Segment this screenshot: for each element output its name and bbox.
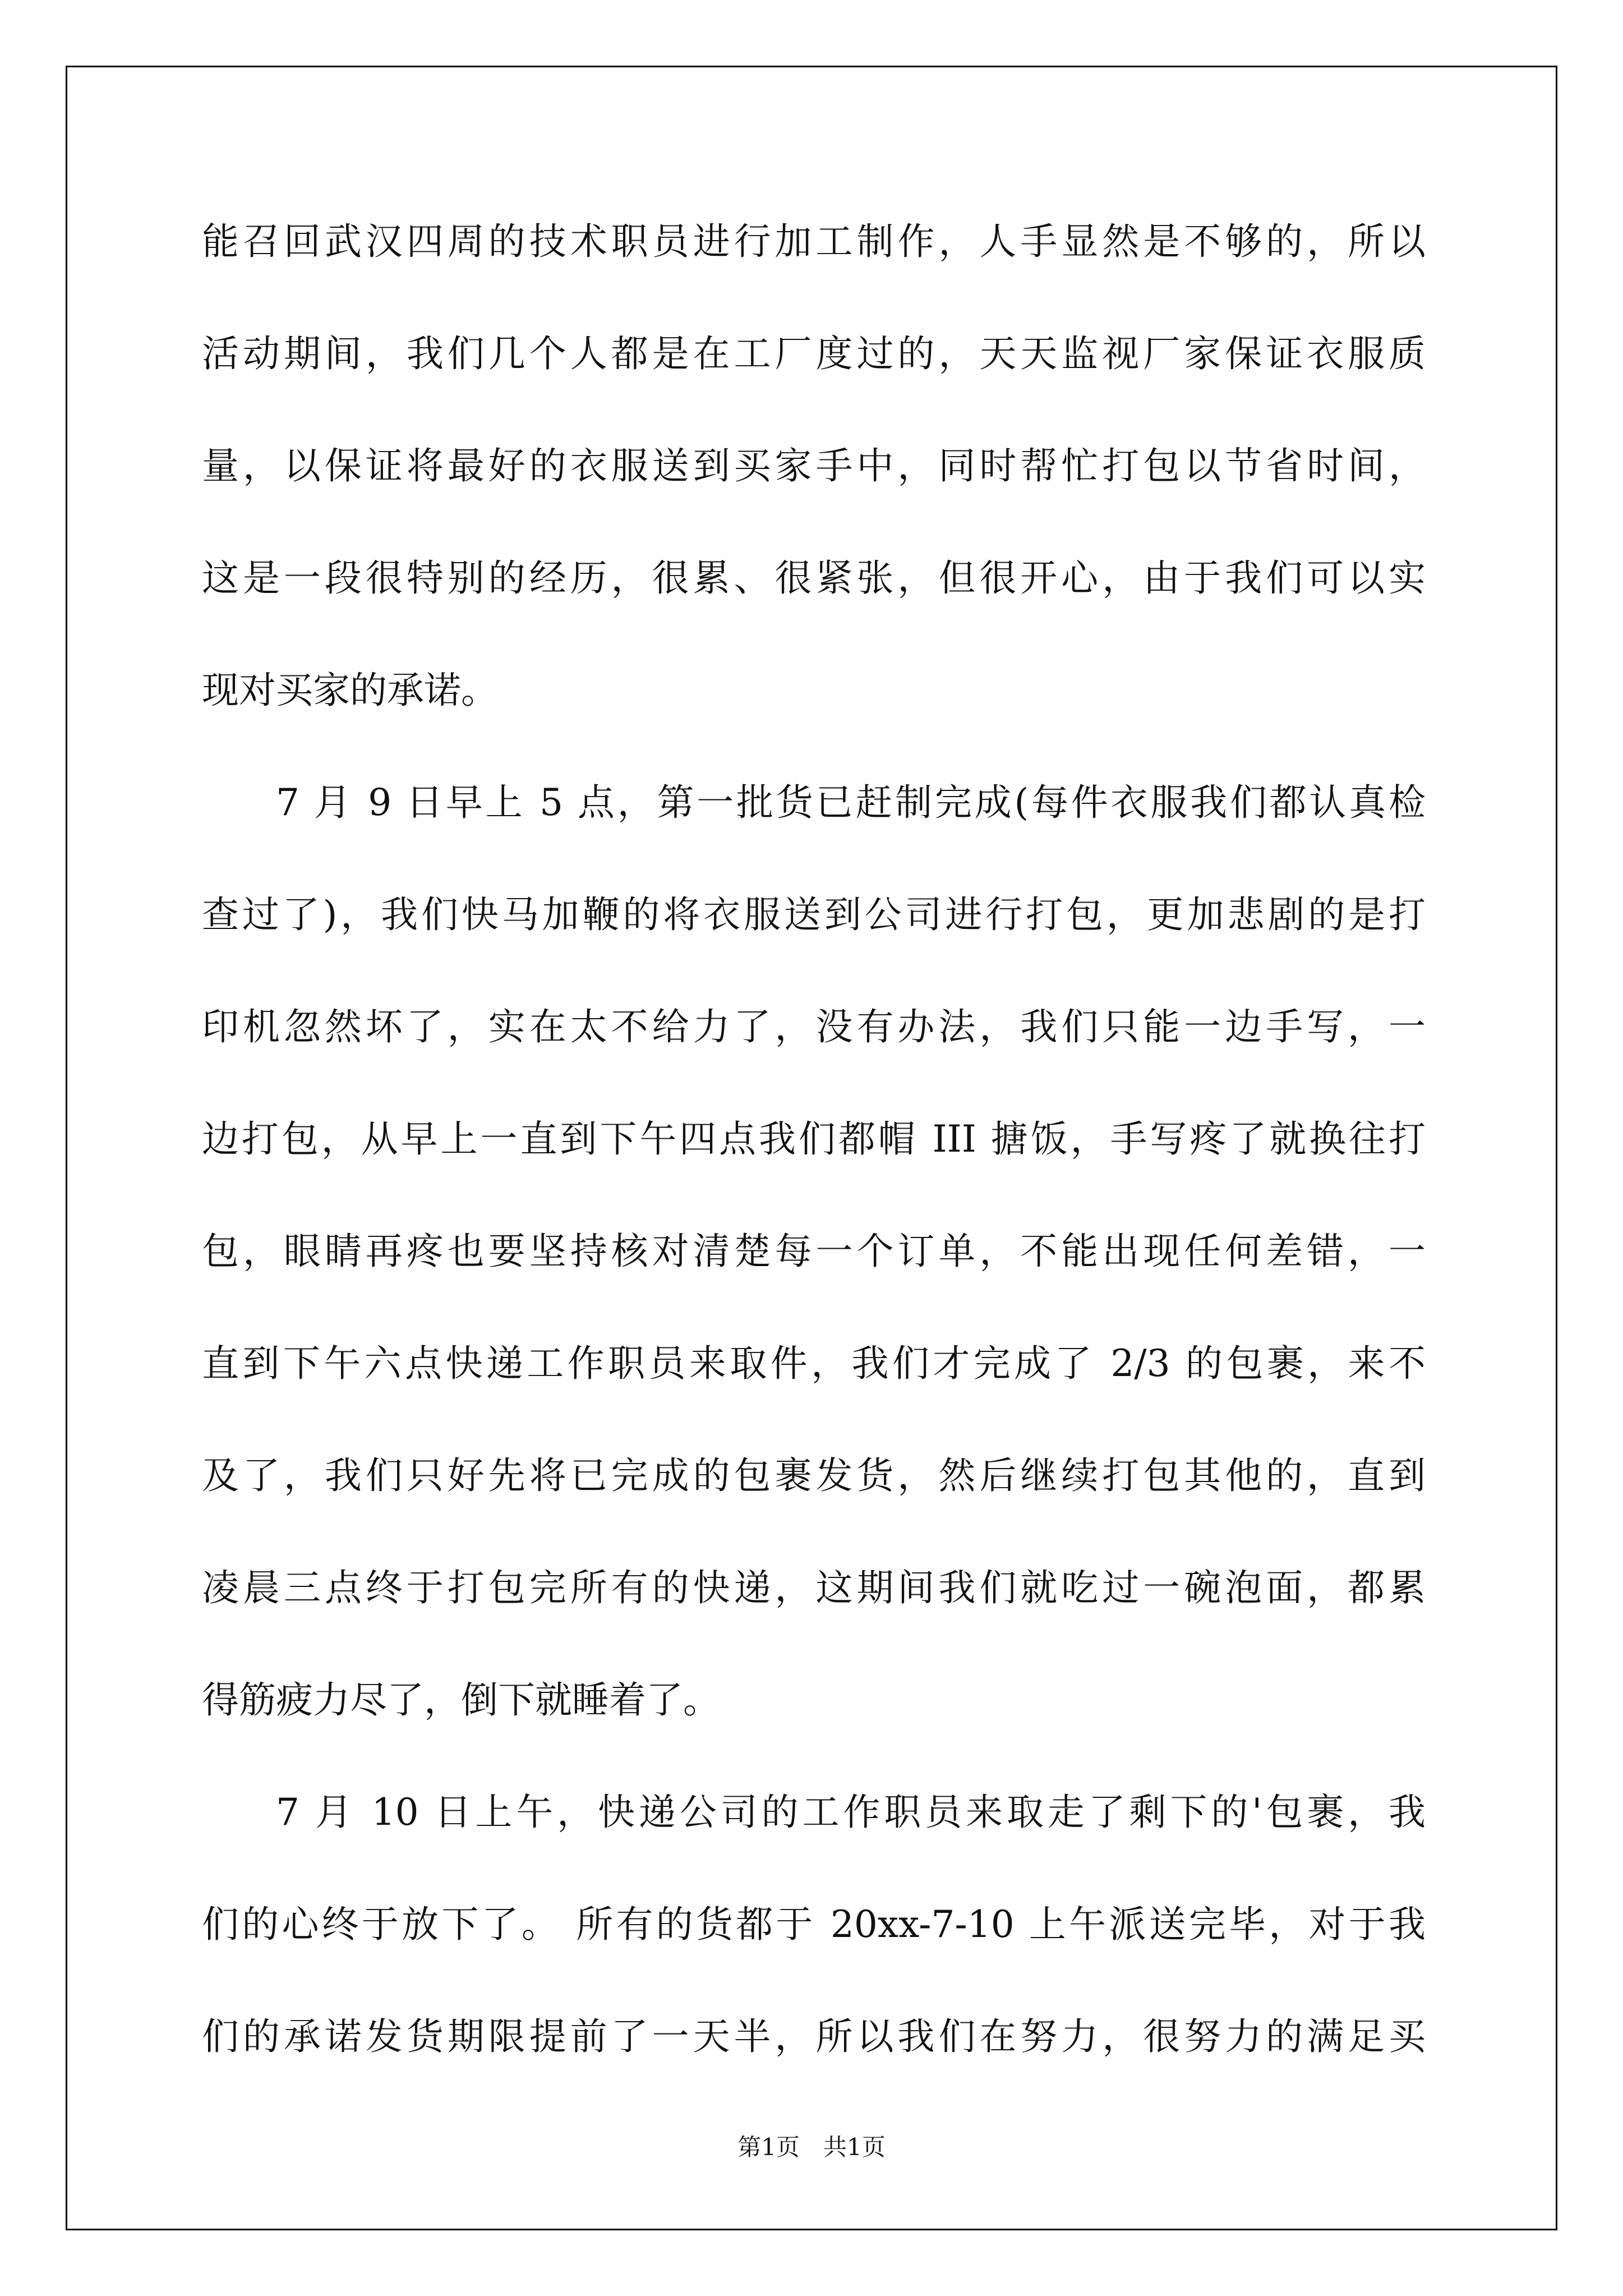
text-line: 7 月 9 日早上 5 点，第一批货已赶制完成(每件衣服我们都认真检: [276, 781, 1426, 824]
text-line: 凌晨三点终于打包完所有的快递，这期间我们就吃过一碗泡面，都累: [202, 1566, 1426, 1609]
text-line: 边打包，从早上一直到下午四点我们都帽 III 搪饭，手写疼了就换往打: [202, 1117, 1426, 1161]
text-line: 们的心终于放下了。 所有的货都于 20xx-7-10 上午派送完毕，对于我: [202, 1903, 1426, 1946]
page-footer: 第1页 共1页: [737, 2133, 886, 2161]
text-line: 这是一段很特别的经历，很累、很紧张，但很开心，由于我们可以实: [202, 556, 1426, 600]
text-line: 得筋疲力尽了，倒下就睡着了。: [202, 1678, 720, 1722]
text-line: 活动期间，我们几个人都是在工厂度过的，天天监视厂家保证衣服质: [202, 332, 1426, 375]
text-line: 能召回武汉四周的技术职员进行加工制作，人手显然是不够的，所以: [202, 220, 1426, 263]
text-line: 7 月 10 日上午，快递公司的工作职员来取走了剩下的'包裹，我: [276, 1791, 1426, 1834]
document-body: [202, 220, 1426, 2131]
text-line: 查过了)，我们快马加鞭的将衣服送到公司进行打包，更加悲剧的是打: [202, 893, 1426, 936]
text-line: 及了，我们只好先将已完成的包裹发货，然后继续打包其他的，直到: [202, 1454, 1426, 1497]
text-line: 量，以保证将最好的衣服送到买家手中，同时帮忙打包以节省时间，: [202, 444, 1426, 487]
text-line: 印机忽然坏了，实在太不给力了，没有办法，我们只能一边手写，一: [202, 1005, 1426, 1048]
text-line: 现对买家的承诺。: [202, 669, 498, 712]
text-line: 直到下午六点快递工作职员来取件，我们才完成了 2/3 的包裹，来不: [202, 1342, 1426, 1385]
text-line: 包，眼睛再疼也要坚持核对清楚每一个订单，不能出现任何差错，一: [202, 1230, 1426, 1273]
text-line: 们的承诺发货期限提前了一天半，所以我们在努力，很努力的满足买: [202, 2015, 1426, 2058]
